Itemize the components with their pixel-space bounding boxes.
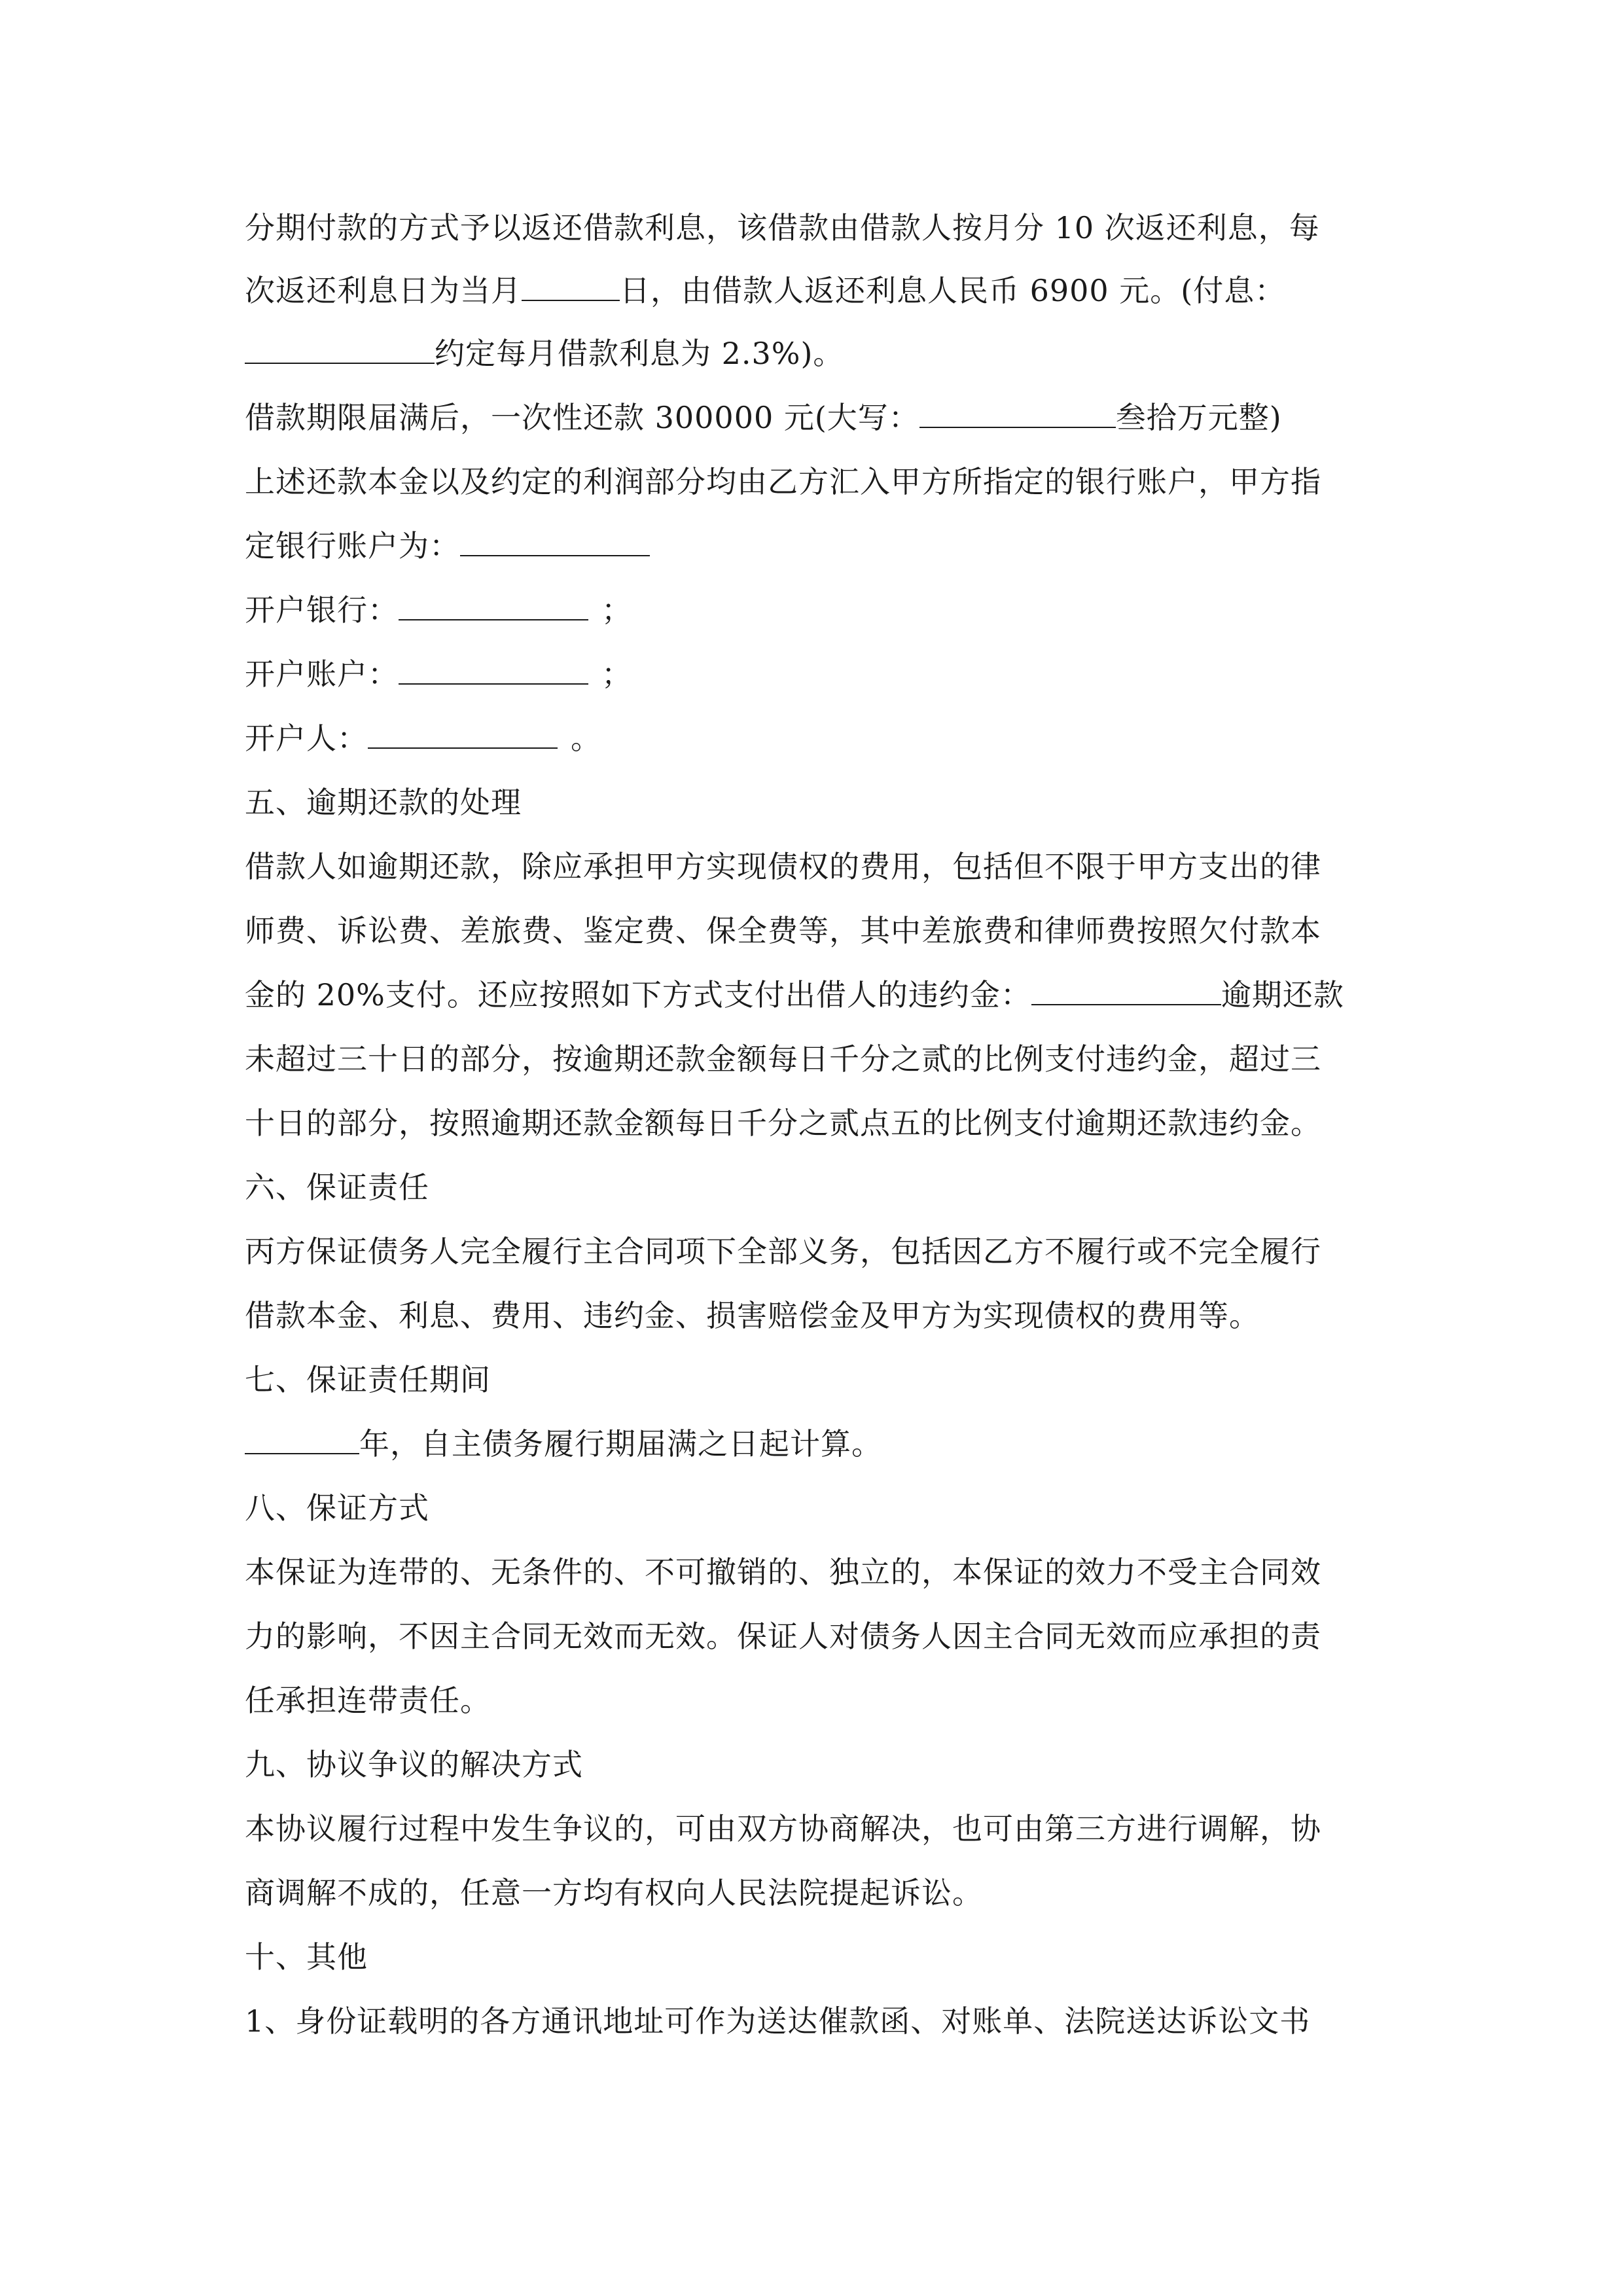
text-span: 金的 20%支付。还应按照如下方式支付出借人的违约金： (245, 977, 1031, 1013)
fill-in-blank[interactable] (1031, 975, 1221, 1005)
section-heading (245, 1937, 368, 1977)
text-line (245, 975, 1344, 1014)
fill-in-blank[interactable] (919, 398, 1116, 428)
text-span: 次返还利息日为当月 (245, 273, 522, 308)
section-heading (245, 1745, 583, 1784)
fill-in-blank[interactable] (399, 590, 588, 620)
text-span: 。 (571, 721, 601, 756)
text-span: 年，自主债务履行期届满之日起计算。 (359, 1426, 882, 1462)
text-line (245, 462, 1321, 501)
text-span: 开户账户： (245, 656, 399, 692)
text-span: 八、保证方式 (245, 1490, 429, 1526)
text-span: 九、协议争议的解决方式 (245, 1747, 583, 1782)
text-line (245, 1103, 1321, 1143)
text-span: 力的影响，不因主合同无效而无效。保证人对债务人因主合同无效而应承担的责 (245, 1619, 1321, 1654)
text-span: 约定每月借款利息为 2.3%)。 (435, 336, 844, 371)
text-line (245, 1232, 1321, 1271)
text-span: 师费、诉讼费、差旅费、鉴定费、保全费等，其中差旅费和律师费按照欠付款本 (245, 913, 1321, 948)
text-span: 开户银行： (245, 592, 399, 628)
section-heading (245, 783, 522, 822)
text-span: 借款期限届满后，一次性还款 300000 元(大写： (245, 400, 919, 435)
fill-in-blank[interactable] (245, 1424, 359, 1454)
fill-in-blank[interactable] (460, 526, 650, 556)
text-span: 六、保证责任 (245, 1170, 429, 1205)
text-span: 本协议履行过程中发生争议的，可由双方协商解决，也可由第三方进行调解，协 (245, 1811, 1321, 1846)
text-line (245, 1039, 1321, 1079)
section-heading (245, 1360, 491, 1399)
text-span: 定银行账户为： (245, 528, 460, 564)
text-line (245, 526, 650, 565)
text-span: ； (601, 656, 632, 692)
text-line (245, 1809, 1321, 1848)
fill-in-blank[interactable] (399, 655, 588, 685)
text-span: 本保证为连带的、无条件的、不可撤销的、独立的，本保证的效力不受主合同效 (245, 1554, 1321, 1590)
text-line (245, 911, 1321, 950)
text-span: 丙方保证债务人完全履行主合同项下全部义务，包括因乙方不履行或不完全履行 (245, 1234, 1321, 1269)
text-span: 分期付款的方式予以返还借款利息，该借款由借款人按月分 10 次返还利息，每 (245, 210, 1320, 245)
text-line (245, 208, 1320, 247)
text-span: ； (601, 592, 632, 628)
text-line (245, 719, 601, 758)
text-line (245, 398, 1282, 437)
text-span: 商调解不成的，任意一方均有权向人民法院提起诉讼。 (245, 1875, 983, 1910)
text-span: 日，由借款人返还利息人民币 6900 元。(付息： (620, 273, 1286, 308)
text-line (245, 847, 1321, 886)
text-span: 五、逾期还款的处理 (245, 785, 522, 820)
fill-in-blank[interactable] (368, 719, 558, 749)
text-line (245, 1617, 1321, 1656)
text-span: 逾期还款 (1221, 977, 1344, 1013)
text-span: 1、身份证载明的各方通讯地址可作为送达催款函、对账单、法院送达诉讼文书 (245, 2003, 1311, 2039)
text-span: 十日的部分，按照逾期还款金额每日千分之贰点五的比例支付逾期还款违约金。 (245, 1105, 1321, 1141)
text-span: 十、其他 (245, 1939, 368, 1975)
text-span: 七、保证责任期间 (245, 1362, 491, 1397)
text-span: 借款本金、利息、费用、违约金、损害赔偿金及甲方为实现债权的费用等。 (245, 1298, 1260, 1333)
text-line (245, 1681, 491, 1720)
fill-in-blank[interactable] (245, 334, 435, 364)
text-span: 任承担连带责任。 (245, 1683, 491, 1718)
text-span: 开户人： (245, 721, 368, 756)
text-line (245, 1552, 1321, 1592)
text-line (245, 1424, 882, 1463)
fill-in-blank[interactable] (522, 271, 620, 301)
text-line (245, 590, 632, 630)
text-line (245, 334, 844, 373)
text-span: 未超过三十日的部分，按逾期还款金额每日千分之贰的比例支付违约金，超过三 (245, 1041, 1321, 1077)
text-line (245, 1296, 1260, 1335)
text-line (245, 655, 632, 694)
text-span: 上述还款本金以及约定的利润部分均由乙方汇入甲方所指定的银行账户，甲方指 (245, 464, 1321, 499)
text-line (245, 2001, 1310, 2041)
text-span: 借款人如逾期还款，除应承担甲方实现债权的费用，包括但不限于甲方支出的律 (245, 849, 1321, 884)
text-span: 叁拾万元整) (1115, 400, 1282, 435)
text-line (245, 271, 1285, 310)
text-line (245, 1873, 983, 1912)
section-heading (245, 1488, 429, 1528)
section-heading (245, 1168, 429, 1207)
